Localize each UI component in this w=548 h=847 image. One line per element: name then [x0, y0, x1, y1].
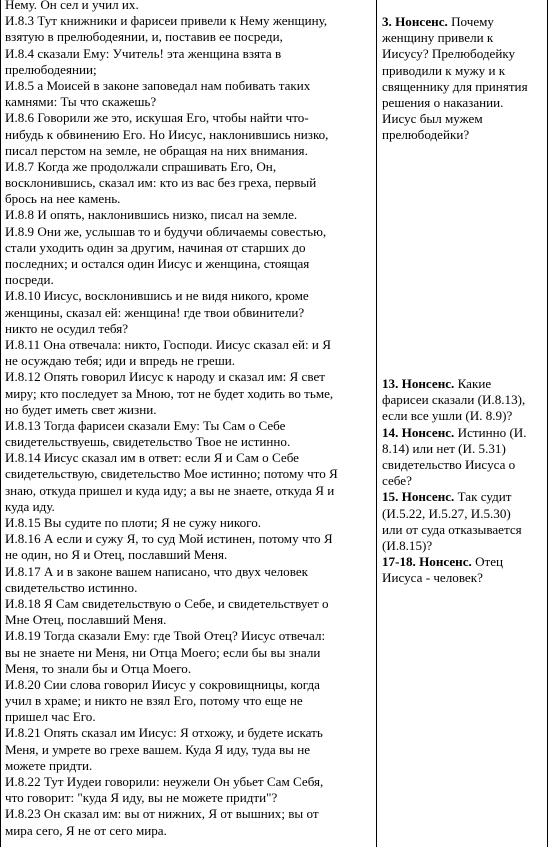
commentary-block-top [382, 14, 542, 144]
scripture-line: пришел час Его. [5, 709, 96, 725]
commentary-text: свидетельство Иисуса о [382, 456, 516, 472]
commentary-text: Иисуса - человек? [382, 570, 483, 586]
scripture-line: И.8.18 Я Сам свидетельствую о Себе, и свидетельствует о [5, 595, 329, 611]
scripture-line: Меня, и умрете во грехе вашем. Куда Я иду, туда вы не [5, 741, 311, 757]
scripture-line: учил в храме; и никто не взял Его, потому что еще не [5, 693, 303, 709]
commentary-text: Так судит [454, 489, 512, 505]
commentary-line [382, 441, 542, 457]
nonsense-heading: 13. Нонсенс. [382, 376, 455, 391]
commentary-text: себе? [382, 473, 412, 489]
commentary-line [382, 538, 542, 554]
commentary-line [382, 392, 542, 408]
commentary-line [382, 14, 542, 30]
commentary-text: 8.14) или нет (И. 5.31) [382, 440, 506, 456]
commentary-text: Отец [471, 554, 504, 570]
scripture-line: Нему. Он сел и учил их. [5, 0, 139, 12]
scripture-line: И.8.7 Когда же продолжали спрашивать Его, Он, [5, 158, 277, 174]
commentary-text: Истинно (И. [454, 424, 527, 440]
commentary-line [382, 489, 542, 505]
scripture-line: свидетельствуешь, свидетельство Твое не истинно. [5, 434, 291, 450]
commentary-line [382, 79, 542, 95]
scripture-line: И.8.10 Иисус, восклонившись и не видя никого, кроме [5, 288, 309, 304]
commentary-text: Иисус был мужем [382, 111, 483, 127]
commentary-text: (И.8.15)? [382, 537, 433, 553]
scripture-line: свидетельствую, свидетельство Мое истинно; потому что Я [5, 466, 338, 482]
commentary-text: Иисусу? Прелюбодейку [382, 46, 516, 62]
scripture-line: И.8.16 А если и сужу Я, то суд Мой истинен, потому что Я [5, 531, 333, 547]
commentary-line [382, 111, 542, 127]
scripture-text-column [5, 0, 371, 839]
commentary-line [382, 554, 542, 570]
nonsense-heading: 17-18. Нонсенс. [382, 554, 472, 570]
commentary-block-bottom [382, 376, 542, 586]
scripture-line: нибудь к обвинению Его. Но Иисус, наклонившись низко, [5, 126, 329, 142]
scripture-line: взятую в прелюбодеянии, и, поставив ее посреди, [5, 29, 283, 45]
scripture-line: никто не осудил тебя? [5, 320, 129, 336]
commentary-text: фарисеи сказали (И.8.13), [382, 392, 526, 408]
scripture-line: миру; кто последует за Мною, тот не будет ходить во тьме, [5, 385, 334, 401]
commentary-text: решения о наказании. [382, 94, 504, 110]
scripture-line: камнями: Ты что скажешь? [5, 94, 157, 110]
scripture-line: И.8.17 А и в законе вашем написано, что двух человек [5, 563, 308, 579]
commentary-line [382, 30, 542, 46]
scripture-line: не осуждаю тебя; иди и впредь не греши. [5, 353, 236, 369]
scripture-line: писал перстом на земле, не обращая на них внимания. [5, 142, 308, 158]
scripture-line: И.8.9 Они же, услышав то и будучи обличаемы совестью, [5, 223, 327, 239]
commentary-text: Почему [447, 14, 494, 29]
scripture-line: женщины, сказал ей: женщина! где твои обвинители? [5, 304, 305, 320]
scripture-line: стали уходить один за другим, начиная от старших до [5, 239, 306, 255]
commentary-text: приводили к мужу и к [382, 62, 506, 78]
commentary-line [382, 127, 542, 143]
scripture-line: И.8.6 Говорили же это, искушая Его, чтобы найти что- [5, 110, 309, 126]
scripture-line: Мне Отец, пославший Меня. [5, 612, 167, 628]
scripture-line: но будет иметь свет жизни. [5, 401, 157, 417]
commentary-text: священнику для принятия [382, 78, 528, 94]
commentary-text: (И.5.22, И.5.27, И.5.30) [382, 505, 511, 521]
scripture-line: можете придти. [5, 757, 93, 773]
scripture-line: прелюбодеянии; [5, 61, 97, 77]
scripture-line: И.8.5 а Моисей в законе заповедал нам побивать таких [5, 77, 311, 93]
scripture-line: брось на нее камень. [5, 191, 121, 207]
scripture-line: И.8.4 сказали Ему: Учитель! эта женщина взята в [5, 45, 282, 61]
commentary-line [382, 376, 542, 392]
commentary-text: женщину привели к [382, 30, 494, 46]
nonsense-heading: 15. Нонсенс. [382, 489, 455, 505]
commentary-line [382, 457, 542, 473]
scripture-line: вы не знаете ни Меня, ни Отца Моего; если бы вы знали [5, 644, 321, 660]
scripture-line: И.8.13 Тогда фарисеи сказали Ему: Ты Сам о Себе [5, 417, 286, 433]
scripture-line: И.8.20 Сии слова говорил Иисус у сокровищницы, когда [5, 676, 320, 692]
scripture-line: И.8.3 Тут книжники и фарисеи привели к Нему женщину, [5, 13, 328, 29]
commentary-line [382, 95, 542, 111]
commentary-text: или от суда отказывается [382, 521, 522, 537]
scripture-line: И.8.15 Вы судите по плоти; Я не сужу никого. [5, 515, 262, 530]
commentary-line [382, 473, 542, 489]
scripture-line: свидетельство истинно. [5, 579, 138, 595]
scripture-line: И.8.23 Он сказал им: вы от нижних, Я от вышних; вы от [5, 806, 319, 822]
nonsense-heading: 14. Нонсенс. [382, 424, 455, 440]
commentary-line [382, 63, 542, 79]
commentary-line [382, 506, 542, 522]
scripture-line: И.8.21 Опять сказал им Иисус: Я отхожу, и будете искать [5, 725, 323, 741]
scripture-line: Меня, то знали бы и Отца Моего. [5, 660, 192, 676]
scripture-line: посреди. [5, 272, 54, 288]
commentary-line [382, 570, 542, 586]
scripture-line: мира сего, Я не от сего мира. [5, 822, 167, 838]
nonsense-heading: 3. Нонсенс. [382, 14, 448, 29]
scripture-line: И.8.19 Тогда сказали Ему: где Твой Отец? Иисус отвечал: [5, 628, 326, 644]
commentary-line [382, 408, 542, 424]
scripture-line: куда иду. [5, 498, 55, 514]
commentary-line [382, 46, 542, 62]
scripture-line: восклонившись, сказал им: кто из вас без греха, первый [5, 175, 317, 191]
scripture-line: И.8.22 Тут Иудеи говорили: неужели Он убьет Сам Себя, [5, 774, 324, 789]
scripture-line: И.8.8 И опять, наклонившись низко, писал на земле. [5, 207, 298, 223]
commentary-text: прелюбодейки? [382, 127, 470, 143]
table-border-left [0, 0, 1, 847]
commentary-line [382, 425, 542, 441]
commentary-text: Какие [454, 376, 492, 391]
scripture-line: не один, но Я и Отец, пославший Меня. [5, 547, 228, 563]
scripture-line: И.8.14 Иисус сказал им в ответ: если Я и Сам о Себе [5, 450, 299, 466]
scripture-line: И.8.12 Опять говорил Иисус к народу и сказал им: Я свет [5, 369, 325, 385]
commentary-line [382, 522, 542, 538]
scripture-line: знаю, откуда пришел и куда иду; а вы не знаете, откуда Я и [5, 482, 335, 498]
scripture-line: И.8.11 Она отвечала: никто, Господи. Иисус сказал ей: и Я [5, 336, 331, 352]
scripture-line: что говорит: "куда Я иду, вы не можете придти"? [5, 790, 278, 806]
commentary-text: если все ушли (И. 8.9)? [382, 408, 513, 424]
scripture-line: последних; и остался один Иисус и женщина, стоящая [5, 256, 310, 271]
table-column-divider [376, 0, 377, 847]
